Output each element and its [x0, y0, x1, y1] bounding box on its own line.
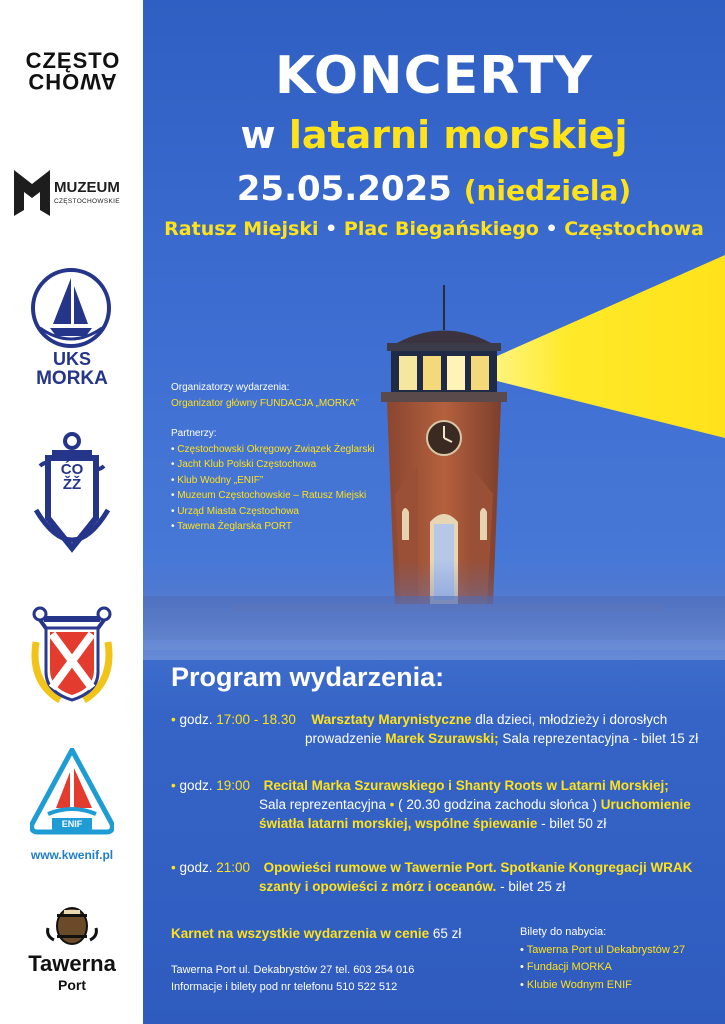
czestochowa-logo [14, 48, 132, 94]
poster-main [143, 0, 725, 1024]
organizers-block [171, 380, 391, 535]
muzeum-subtitle: CZĘSTOCHOWSKIE [54, 198, 120, 205]
morka-text: MORKA [36, 368, 108, 389]
muzeum-title: MUZEUM [54, 179, 120, 196]
tawerna-port-logo [10, 904, 134, 998]
barrel-anchor-icon [42, 904, 102, 950]
location-separator-2: • [545, 218, 558, 240]
title-koncerty: KONCERTY [274, 46, 594, 106]
cozz-letters: ĆOŽŽ [60, 461, 84, 493]
program-event-1: • godz. 17:00 - 18.30 Warsztaty Marynistyczne dla dzieci, młodzieży i dorosłych prowadzenie Marek Szurawski; Sala reprezentacyjna - bilet 15 zł [171, 712, 699, 746]
contact-block [171, 962, 414, 996]
organizers-heading: Organizatorzy wydarzenia: [171, 382, 290, 393]
czestochowa-logo-bottom: CHOWA [28, 69, 118, 94]
partner-item: • Muzeum Częstochowskie – Ratusz Miejski [171, 490, 367, 501]
program-heading: Program wydarzenia: [171, 662, 445, 692]
contact-address: Tawerna Port ul. Dekabrystów 27 tel. 603 254 016 [171, 964, 415, 976]
organizers-main: Organizator główny FUNDACJA „MORKA” [171, 397, 359, 409]
karnet-text: Karnet na wszystkie wydarzenia w cenie [171, 926, 430, 941]
anchor-crest-icon [30, 602, 114, 706]
subtitle-main: latarni morskiej [288, 113, 628, 157]
partner-item: • Tawerna Żeglarska PORT [171, 521, 292, 532]
partner-item: • Jacht Klub Polski Częstochowa [171, 459, 317, 470]
enif-url[interactable]: www.kwenif.pl [30, 848, 114, 862]
tickets-block [520, 924, 720, 994]
sponsor-sidebar [0, 0, 143, 1024]
contact-info: Informacje i bilety pod nr telefonu 510 522 512 [171, 981, 398, 993]
ticket-point: • Klubie Wodnym ENIF [520, 978, 632, 991]
uks-morka-logo [20, 268, 124, 392]
enif-logo [22, 748, 122, 864]
event-date: 25.05.2025 [236, 169, 452, 209]
event-date-line [143, 168, 725, 212]
cozz-logo [30, 432, 114, 556]
karnet-line [171, 926, 461, 941]
location-2: Plac Biegańskiego [343, 218, 539, 240]
location-1: Ratusz Miejski [164, 218, 319, 240]
program-event-3: • godz. 21:00 Opowieści rumowe w Tawernie Port. Spotkanie Kongregacji WRAK szanty i opowieści z mórz i oceanów. - bilet 25 zł [171, 860, 693, 894]
port-text: Port [58, 977, 86, 993]
subtitle [143, 112, 725, 158]
muzeum-m-icon [14, 170, 50, 216]
ticket-point: • Tawerna Port ul Dekabrystów 27 [520, 943, 686, 956]
enif-badge: ENIF [61, 819, 83, 829]
tickets-heading: Bilety do nabycia: [520, 926, 607, 938]
partner-item: • Klub Wodny „ENIF” [171, 474, 264, 486]
sailboat-icon [26, 268, 116, 348]
location-separator-1: • [325, 218, 338, 240]
location-3: Częstochowa [564, 218, 704, 240]
partners-heading: Partnerzy: [171, 428, 217, 439]
ticket-point: • Fundacji MORKA [520, 961, 612, 973]
uks-text: UKS [52, 349, 91, 369]
event-day: (niedziela) [463, 174, 632, 207]
subtitle-prefix: w [240, 113, 276, 157]
tawerna-text: Tawerna [28, 951, 116, 976]
cozz-anchor-shield-icon [30, 432, 114, 556]
karnet-price: 65 zł [432, 926, 462, 941]
program-event-2: • godz. 19:00 Recital Marka Szurawskiego i Shanty Roots w Latarni Morskiej; Sala reprezentacyjna • ( 20.30 godzina zachodu słońca ) Uruchomienie światła latarni morskiej, wspólne śpiewanie - bilet 50 zł [171, 778, 691, 831]
muzeum-logo [14, 170, 136, 216]
czestochowa-logo-top: CZĘSTO [25, 48, 121, 73]
partner-item: • Częstochowski Okręgowy Związek Żeglarski [171, 443, 375, 455]
partner-item: • Urząd Miasta Częstochowa [171, 505, 299, 517]
crest-logo [30, 602, 114, 706]
location-line [143, 216, 725, 242]
